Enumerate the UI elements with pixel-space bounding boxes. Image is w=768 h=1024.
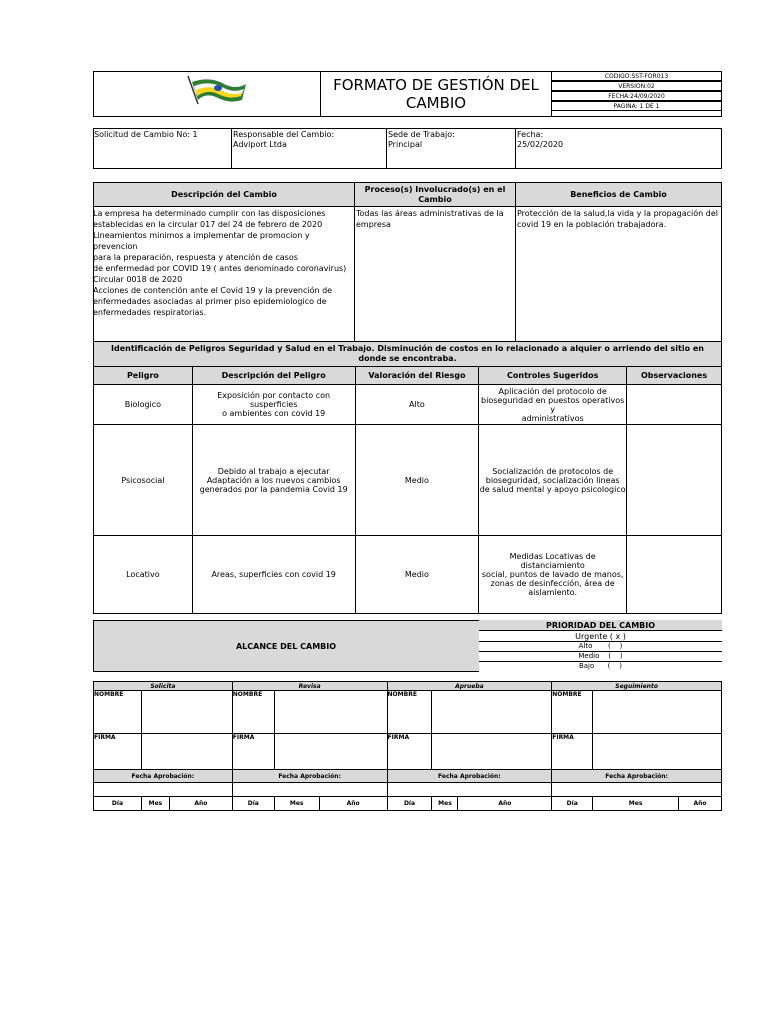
priority-urgente: Urgente ( x )	[479, 631, 722, 642]
header-codigo: CODIGO:SST-FOR013	[551, 71, 722, 81]
desc-text-2: Todas las áreas administrativas de la empresa	[356, 209, 504, 229]
firma-label: FIRMA	[94, 734, 142, 770]
priority-medio: Medio ( )	[479, 652, 722, 662]
header-pagina: PAGINA: 1 DE 1	[551, 101, 722, 111]
desc-header-2: Proceso(s) Involucrado(s) en el Cambio	[354, 182, 516, 207]
hazard-cell: Psicosocial	[94, 425, 193, 536]
hazard-cell: Exposición por contacto con susperficies o ambientes con covid 19	[192, 385, 355, 425]
hazard-cell	[627, 536, 722, 614]
hazards-col-peligro: Peligro	[94, 367, 193, 385]
fecha-aprobacion-label: Fecha Aprobación:	[232, 770, 387, 783]
dia-label: Día	[232, 797, 274, 811]
sig-section-revisa: Revisa	[232, 682, 387, 691]
table-row	[94, 425, 722, 536]
page-title: FORMATO DE GESTIÓN DEL CAMBIO	[333, 76, 539, 112]
flag-logo-icon	[180, 74, 250, 108]
fecha-value: 25/02/2020	[517, 140, 564, 149]
fecha-aprobacion-field[interactable]	[552, 783, 722, 797]
sede-value: Principal	[388, 140, 423, 149]
hazard-cell	[627, 385, 722, 425]
desc-header-3: Beneficios de Cambio	[515, 182, 722, 207]
fecha-aprobacion-field[interactable]	[387, 783, 552, 797]
header-version: VERSION:02	[551, 81, 722, 91]
fecha-aprobacion-field[interactable]	[94, 783, 233, 797]
firma-field[interactable]	[432, 734, 552, 770]
firma-field[interactable]	[274, 734, 387, 770]
hazard-cell: Debido al trabajo a ejecutar Adaptación a los nuevos cambios generados por la pandemia Covid 19	[192, 425, 355, 536]
hazards-table	[93, 366, 722, 614]
solicitud-field: Solicitud de Cambio No: 1	[94, 130, 198, 139]
fecha-aprobacion-label: Fecha Aprobación:	[94, 770, 233, 783]
mes-label: Mes	[274, 797, 319, 811]
signatures-table	[93, 681, 722, 811]
anio-label: Año	[458, 797, 552, 811]
fecha-aprobacion-field[interactable]	[232, 783, 387, 797]
hazard-cell: Areas, superficies con covid 19	[192, 536, 355, 614]
hazards-title: Identificación de Peligros Seguridad y Salud en el Trabajo. Disminución de costos en lo relacionado a alquier o arriendo del sitio en donde se encontraba.	[93, 341, 722, 367]
hazards-col-valoracion: Valoración del Riesgo	[355, 367, 479, 385]
hazard-cell	[627, 425, 722, 536]
anio-label: Año	[679, 797, 722, 811]
table-row	[94, 536, 722, 614]
priority-title: PRIORIDAD DEL CAMBIO	[479, 620, 722, 631]
responsable-value: Adviport Ltda	[233, 140, 287, 149]
hazard-cell: Medio	[355, 536, 479, 614]
firma-field[interactable]	[141, 734, 232, 770]
fecha-aprobacion-label: Fecha Aprobación:	[387, 770, 552, 783]
nombre-field[interactable]	[432, 691, 552, 734]
sig-section-aprueba: Aprueba	[387, 682, 552, 691]
hazard-cell: Socialización de protocolos de bioseguridad, socialización lineas de salud mental y apoyo psicologico	[479, 425, 627, 536]
dia-label: Día	[552, 797, 593, 811]
nombre-label: NOMBRE	[232, 691, 274, 734]
nombre-field[interactable]	[141, 691, 232, 734]
nombre-label: NOMBRE	[94, 691, 142, 734]
sig-section-solicita: Solicita	[94, 682, 233, 691]
sede-label: Sede de Trabajo:	[388, 130, 455, 139]
desc-text-1b: Circular 0018 de 2020 Acciones de contención ante el Covid 19 y la prevención de enfermedades asociadas al primer piso epidemiologico de enfermedades respiratorias.	[93, 275, 333, 317]
priority-alto: Alto ( )	[479, 642, 722, 652]
desc-header-1: Descripción del Cambio	[93, 182, 355, 207]
info-divider-1	[231, 128, 232, 169]
hazard-cell: Aplicación del protocolo de bioseguridad en puestos operativos y administrativos	[479, 385, 627, 425]
hazard-cell: Biologico	[94, 385, 193, 425]
desc-text-3: Protección de la salud,la vida y la propagación del covid 19 en la población trabajadora.	[517, 209, 718, 229]
mes-label: Mes	[432, 797, 458, 811]
hazard-cell: Alto	[355, 385, 479, 425]
firma-label: FIRMA	[552, 734, 593, 770]
dia-label: Día	[94, 797, 142, 811]
hazard-cell: Locativo	[94, 536, 193, 614]
hazards-col-observaciones: Observaciones	[627, 367, 722, 385]
firma-label: FIRMA	[232, 734, 274, 770]
priority-bajo: Bajo ( )	[479, 662, 722, 672]
nombre-field[interactable]	[274, 691, 387, 734]
nombre-label: NOMBRE	[387, 691, 432, 734]
dia-label: Día	[387, 797, 432, 811]
alcance-label: ALCANCE DEL CAMBIO	[235, 641, 337, 651]
table-row	[94, 385, 722, 425]
anio-label: Año	[169, 797, 232, 811]
sig-section-seguimiento: Seguimiento	[552, 682, 722, 691]
firma-field[interactable]	[593, 734, 722, 770]
fecha-label: Fecha:	[517, 130, 544, 139]
logo	[180, 74, 250, 108]
hazards-col-descripcion: Descripción del Peligro	[192, 367, 355, 385]
responsable-label: Responsable del Cambio:	[233, 130, 335, 139]
hazard-cell: Medidas Locativas de distanciamiento social, puntos de lavado de manos, zonas de desinfección, área de aislamiento.	[479, 536, 627, 614]
info-divider-2	[386, 128, 387, 169]
desc-divider-2	[515, 206, 516, 342]
hazards-col-controles: Controles Sugeridos	[479, 367, 627, 385]
mes-label: Mes	[593, 797, 679, 811]
anio-label: Año	[319, 797, 387, 811]
fecha-aprobacion-label: Fecha Aprobación:	[552, 770, 722, 783]
header-divider-left	[320, 71, 321, 117]
info-divider-3	[515, 128, 516, 169]
firma-label: FIRMA	[387, 734, 432, 770]
mes-label: Mes	[141, 797, 169, 811]
header-fecha: FECHA:24/09/2020	[551, 91, 722, 101]
nombre-field[interactable]	[593, 691, 722, 734]
nombre-label: NOMBRE	[552, 691, 593, 734]
desc-text-1a: La empresa ha determinado cumplir con las disposiciones establecidas en la circular 017 del 24 de febrero de 2020 Lineamientos minimos a implementar de promocion y prevencion para la preparación, respuesta y atención de casos de enfermedad por COVID 19 ( antes denominado coronavirus)	[93, 209, 347, 273]
hazard-cell: Medio	[355, 425, 479, 536]
